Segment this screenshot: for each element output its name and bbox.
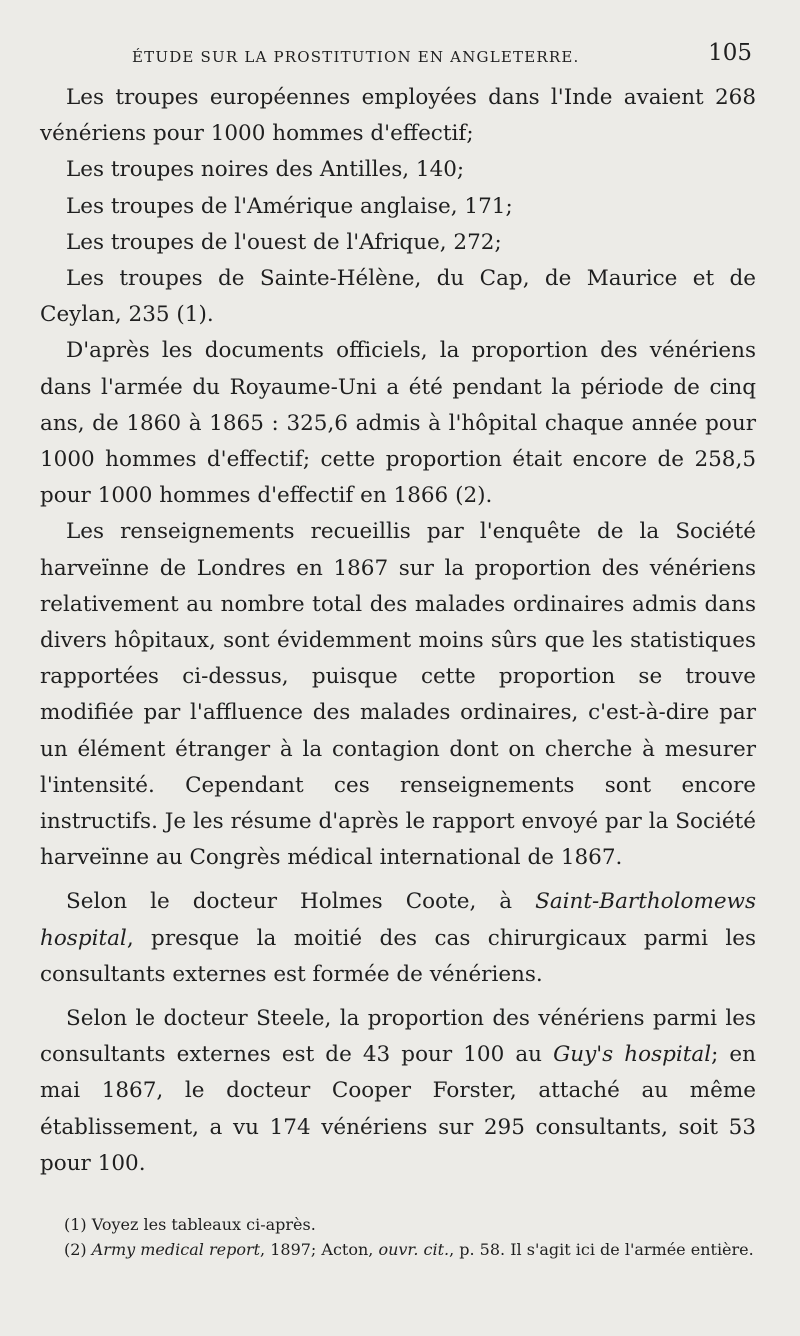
text-run: (2) (64, 1240, 92, 1259)
running-head (40, 40, 756, 74)
page-number: 105 (708, 40, 752, 66)
text-run: , presque la moitié des cas chirurgicaux parmi les consultants externes est formée de vénériens. (40, 925, 756, 987)
paragraph-steele (40, 1001, 756, 1182)
paragraph: Les troupes européennes employées dans l'Inde avaient 268 vénériens pour 1000 hommes d'effectif; (40, 85, 756, 147)
report-title: Army medical report (91, 1240, 261, 1259)
paragraph: Les troupes noires des Antilles, 140; (66, 157, 465, 183)
hospital-name: Saint-Bartholomews hospital (40, 889, 756, 951)
paragraph: Les renseignements recueillis par l'enquête de la Société harveïnne de Londres en 1867 sur la proportion des vénériens relativement au nombre total des malades ordinaires admis dans divers hôpitaux, sont évidemment moins sûrs que les statistiques rapportées ci-dessus, puisque cette proportion se trouve modifiée par l'affluence des malades ordinaires, c'est-à-dire par un élément étranger à la contagion dont on cherche à mesurer l'intensité. Cependant ces renseignements sont encore instructifs. Je les résume d'après le rapport envoyé par la Société harveïnne au Congrès médical international de 1867. (40, 519, 756, 871)
text-run: ; en mai 1867, le docteur Cooper Forster, attaché au même établissement, a vu 174 vénériens sur 295 consultants, soit 53 pour 100. (40, 1042, 756, 1176)
hospital-name: Guy's hospital (553, 1042, 712, 1068)
text-run: Selon le docteur Steele, la proportion des vénériens parmi les consultants externes est de 43 pour 100 au (40, 1006, 756, 1068)
text-run: , p. 58. Il s'agit ici de l'armée entière. (449, 1240, 754, 1259)
paragraph: D'après les documents officiels, la proportion des vénériens dans l'armée du Royaume-Uni a été pendant la période de cinq ans, de 1860 à 1865 : 325,6 admis à l'hôpital chaque année pour 1000 hommes d'effectif; cette proportion était encore de 258,5 pour 1000 hommes d'effectif en 1866 (2). (40, 338, 756, 509)
footnotes (40, 1212, 756, 1262)
paragraph: Les troupes de Sainte-Hélène, du Cap, de Maurice et de Ceylan, 235 (1). (40, 266, 756, 328)
body-text (40, 80, 756, 1182)
text-run: Selon le docteur Holmes Coote, à (66, 889, 536, 915)
citation-abbrev: ouvr. cit. (378, 1240, 450, 1259)
footnote-2 (40, 1237, 756, 1262)
running-title: ÉTUDE SUR LA PROSTITUTION EN ANGLETERRE. (132, 48, 580, 66)
footnote-1: (1) Voyez les tableaux ci-après. (64, 1215, 316, 1234)
text-run: , 1897; Acton, (260, 1240, 379, 1259)
paragraph: Les troupes de l'Amérique anglaise, 171; (66, 193, 513, 219)
paragraph-holmes (40, 884, 756, 993)
paragraph: Les troupes de l'ouest de l'Afrique, 272; (66, 229, 502, 255)
